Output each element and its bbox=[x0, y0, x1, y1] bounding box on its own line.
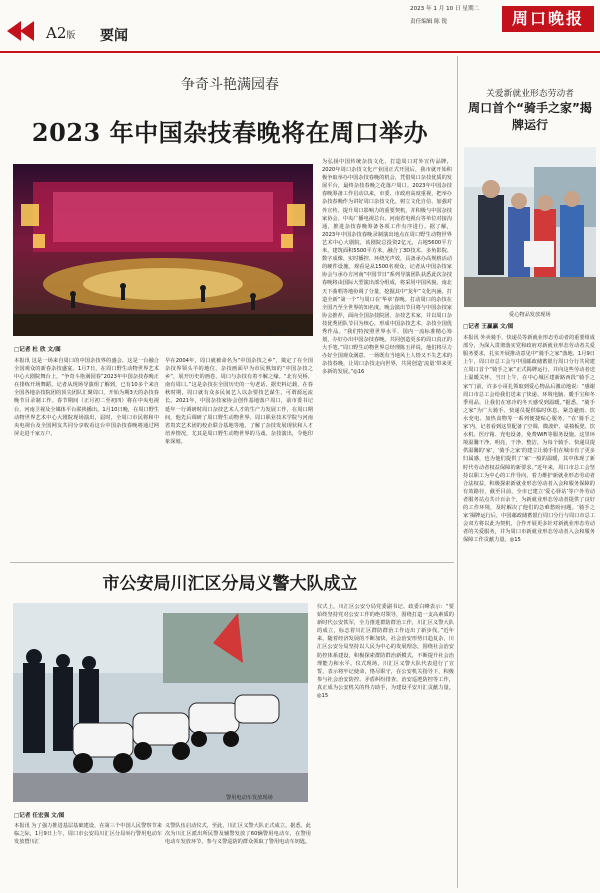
main-body-col3: 为弘扬中国传统杂技文化，打造周口对外宣传品牌，2020年周口杂技文化产业园正式开园后，我市就开始积极争取举办中国杂技春晚的机会，凭借周口杂技优质的发展平台，最终杂技春晚之花落户周口。2023年中国杂技春晚筹备工作启动以来，市委、市政府高度重视，把举办杂技春晚作为讲好周口杂技文化、树立文化自信、加强对外宣传、提升周口影响力的重要契机，并积极与中国杂技家协会、中央广播电视总台、河南省电视台等单位对接沟通，推进杂技春晚筹备各项工作有序进行。据了解，2023年中国杂技春晚录制演出地点在周口野生动物世界艺术中心大剧院，该剧院总投资2亿元，占地5600平方米，建筑面积5500平方米，融合了3D技术、多角影院、数字成像、实时播控、环绕光声效，具备承办高规格活动的硬件设施。观看是从1500名观众，记者从中国杂技家协会与承办方河南“中国节日”系列导演团队获悉此次杂技春晚将由国际大型演出部分组成，将采用中国风貌、南北天下曲唱等地协调了分量，挖掘其中“龙年”文化内涵，打造全新“第一个”与周口在‘华章’春晚。打动周口的杂技在全国乃至全世界的知名度。晚会演出节目将与中国杂技家协会推荐，面向全国杂技院团、杂技艺术家，并以周口杂技优秀团队节目为核心，形成中国杂技艺术、杂技全国优秀作品。“我们特按照世界水平、国内一流标准精心筹划，办好办出中国杂技春晚，共同创造更多的周口真正的大手笔。”周口野生动物世界总经理陈玉祥说，他们将尽力办好全国观众满意、一场既有当地风土人情又不失艺术的杂技春晚，让周口杂技走向世界，共同创造‘流量’带来更多新的发展。”◎16 bbox=[322, 159, 452, 376]
newspaper-logo: 周口晚报 bbox=[502, 6, 594, 32]
riders-photo bbox=[464, 147, 596, 307]
lower-headline: 市公安局川汇区分局义警大队成立 bbox=[102, 574, 358, 594]
side-headline: 周口首个“骑手之家”揭牌运行 bbox=[468, 101, 592, 132]
page-header bbox=[0, 0, 600, 52]
side-credit: □记者 王赢赢 文/图 bbox=[463, 324, 514, 330]
header-rule bbox=[0, 51, 600, 53]
lower-body-col1: 本报讯 为了强力推进基层基础建设，在第三个中国人民警察节来临之际，1月9日上午，周口市公安局川汇区分局举行警用电动车发放暨川汇 bbox=[14, 823, 162, 846]
lower-credit: □记者 任宏强 文/图 bbox=[14, 813, 65, 819]
lower-body-col3: 仪式上，川汇区公安分局党委副书记、政委白峰表示：“要始终坚持党对公安工作的绝对领导，围绕打造一支高素质的新时代公安铁军，全力推进群防群治工作，川汇区义警大队的成立，标志着川汇区群防群治工作迈出了新步伐。”近年来，随着经济发展的不断加快，社会治安形势日趋复杂，川汇区公安分局坚持以人民为中心的发展理念，围绕社会治安防控体系建设，积极探索群防群治新模式，不断提升社会治理能力和水平。仪式现场，川汇区义警大队代表进行了宣誓，表示将牢记使命，恪尽职守，在公安机关指导下，积极参与社会治安防控、矛盾纠纷排查、治安巡逻防控等工作，真正成为公安机关的得力助手，为建设平安川汇贡献力量。◎15 bbox=[317, 604, 454, 700]
stage-photo-art bbox=[13, 164, 313, 336]
police-photo-caption: 警用电动车发放现场 bbox=[226, 795, 273, 801]
section-name: 要闻 bbox=[100, 28, 128, 44]
chevron-left-icon bbox=[20, 21, 34, 41]
stage-photo bbox=[13, 164, 313, 336]
side-kicker: 关爱新就业形态劳动者 bbox=[486, 89, 574, 99]
stage-photo-caption: 排练现场 bbox=[268, 329, 289, 335]
editor-line: 责任编辑 陈 锐 bbox=[410, 19, 448, 25]
lower-body-col2: 义警队伍启动仪式，至此，川汇区义警大队正式成立。据悉，此次为川汇区派出所民警及辅警发放了60辆警用电动车，在警用电动车发放环节，参与义警巡防的群众领取了警用电动车钥匙。 bbox=[165, 823, 311, 846]
column-divider bbox=[457, 56, 458, 888]
main-kicker: 争奇斗艳满园春 bbox=[181, 77, 279, 93]
riders-photo-caption: 爱心物品发放现场 bbox=[509, 312, 551, 318]
riders-photo-art bbox=[464, 147, 596, 307]
issue-date: 2023 年 1 月 10 日 星期二 bbox=[410, 6, 480, 12]
side-body: 本报讯 外卖骑手、快递员等新就业形态劳动者的重要组成部分，为深入贯彻落实党和政府对新就业形态劳动者关爱服务要求，扎实开展推动意见中“骑手之家”落地，1月9日上午，周口市总工会与中国邮政储蓄银行周口分行共同建立周口首个“骑手之家”正式揭牌运行，并向这些劳动者送上温暖关怀。当日上午，在中心城区建新路西段“骑手之家”门前，许多小哥扎领取到爱心物品后激动地说：“感谢周口市总工会给我们送来了快递、环境电脑、暖手宝和冬季用品，让我们在寒冷的冬天感受到温暖。”据悉，“骑手之家”为广大骑手、快递员提供临时休息、紧急避雨、饮水充电、加热食物等一系列便捷贴心服务。“在‘骑手之家’内，记者看到这里配备了空调、微波炉、桌椅板凳、饮水机、医疗箱、充电设备，免费WiFi等服务设施。这里环境温馨干净，明亮，干净、整洁，为每个骑手、快递员提供温馨的‘家’，‘骑手之家’的建立让骑手们在城市有了更多归属感，也为他们提供了‘家’一般的温暖，其中体现了新时代劳动者权益保障的新要求。”近年来，周口市总工会坚持以职工为中心的工作导向，着力维护新就业形态劳动者合法权益，积极探索新就业形态劳动者入会和服务保障的有效路径，截至目前，全市已建立‘爱心驿站’等户外劳动者服务站点共计百余个，为新就业形态劳动者提供了良好的工作环境，及时解决了他们的急难愁盼问题。‘骑手之家’揭牌运行后，中国邮政储蓄银行周口分行与周口市总工会双方将以此为契机，合作开展更多针对新就业形态劳动者的关爱服务，并为周口市新就业形态劳动者入会和服务保障工作贡献力量。◎15 bbox=[463, 335, 595, 544]
police-photo-art bbox=[13, 603, 308, 802]
chevron-left-icon bbox=[7, 21, 21, 41]
main-headline: 2023 年中国杂技春晚将在周口举办 bbox=[31, 118, 429, 147]
main-body-col2: 早在2004年，周口就被命名为“中国杂技之乡”，奠定了在全国杂技界领头羊的地位，杂技画面早为市民熟知的“中国杂技之乡”，展开历史的画卷，周口与杂技有着不解之缘。“北有吴桥，南有周口。”这是杂技在全国历史的一句老话，据史料记载，在春秋时期，周口就有众多民间艺人以杂要技艺谋生，可谓源远流长。2021年，中国杂技家协会创作基地落户周口，前市委书记延年一行调研时周口杂技艺术人才的生产力发展工作，在周口期间，他先后调研了周口野生动物世界、周口职业技术学院与河南省贵宾艺术团的校企联合基地等地。了解了杂技发展现状和人才培养情况，尤其是周口野生动物世界的马戏、杂技演出，令他印象深刻。 bbox=[165, 358, 313, 445]
main-body-col1: 本报讯 这是一场来自周口的中国杂技界的盛会，这是一台融合全国观众的新春杂技盛宴。1月7日，在周口野生动物世界艺术中心大剧院舞台上，“争奇斗艳满园春”2023年中国杂技春晚正在排练开场舞蹈，记者从现场导演组了解到，已有10多个来自全国各地杂技院团的顶尖团队汇聚周口，开始为期3天的杂技春晚节目录制工作。春节期间（正月初二至初四）将在中央电视台、河南卫视及全媒体平台联袂播出。1月10日晚，在周口野生动物世界艺术中心大剧院现场演出，届时，全周口市民将和中央电视台及全国网友共同分享收看这台中国杂技春晚将通过网屏走进千家万户。 bbox=[14, 358, 159, 437]
story-divider bbox=[10, 562, 454, 563]
main-credit: □记者 杜 欣 文/图 bbox=[14, 347, 61, 353]
page-number: A2版 bbox=[46, 24, 76, 42]
police-photo bbox=[13, 603, 308, 802]
